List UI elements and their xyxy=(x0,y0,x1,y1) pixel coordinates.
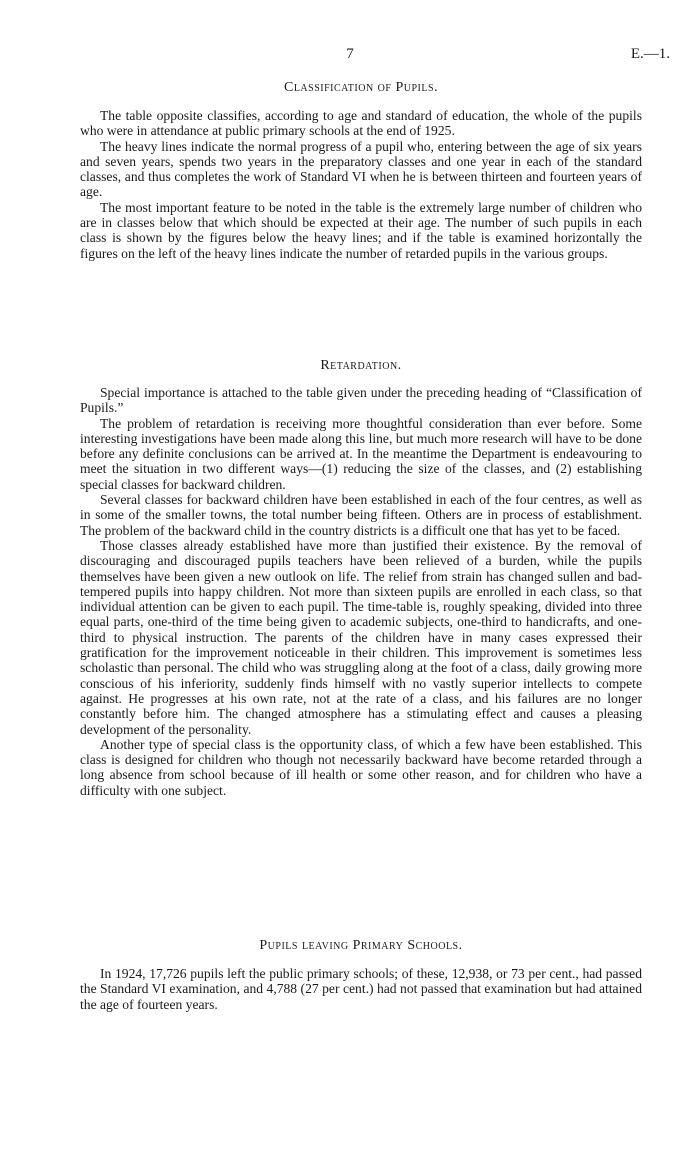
section-body-classification xyxy=(80,108,642,261)
document-reference: E.—1. xyxy=(630,46,670,62)
paragraph: In 1924, 17,726 pupils left the public primary schools; of these, 12,938, or 73 per cent., had passed the Standard VI examination, and 4,788 (27 per cent.) had not passed that examination but had attained the age of fourteen years. xyxy=(80,966,642,1012)
section-heading-retardation: Retardation. xyxy=(320,358,402,373)
paragraph: The most important feature to be noted in the table is the extremely large number of children who are in classes below that which should be expected at their age. The number of such pupils in each class is shown by the figures below the heavy lines; and if the table is examined horizontally the figures on the left of the heavy lines indicate the number of retarded pupils in the various groups. xyxy=(80,199,642,261)
section-heading-pupils-leaving: Pupils leaving Primary Schools. xyxy=(259,938,463,953)
section-body-retardation xyxy=(80,385,642,798)
paragraph: The problem of retardation is receiving more thoughtful consideration than ever before. Some interesting investigations have been made along this line, but much more research will have to be done before any definite conclusions can be arrived at. In the meantime the Department is endeavouring to meet the situation in two different ways—(1) reducing the size of the classes, and (2) establishing special classes for backward children. xyxy=(80,415,642,492)
section-body-pupils-leaving xyxy=(80,966,642,1012)
paragraph: The table opposite classifies, according to age and standard of education, the whole of the pupils who were in attendance at public primary schools at the end of 1925. xyxy=(80,108,642,139)
page-number: 7 xyxy=(346,46,354,62)
paragraph: Special importance is attached to the table given under the preceding heading of “Classification of Pupils.” xyxy=(80,385,642,416)
paragraph: Those classes already established have more than justified their existence. By the removal of discouraging and discouraged pupils teachers have been relieved of a burden, while the pupils themselves have been given a new outlook on life. The relief from strain has changed sullen and bad-tempered pupils into happy children. Not more than sixteen pupils are enrolled in each class, so that individual attention can be given to each pupil. The time-table is, roughly speaking, divided into three equal parts, one-third of the time being given to academic subjects, one-third to handicrafts, and one-third to physical instruction. The parents of the children have in many cases expressed their gratification for the improvement noticeable in their children. This improvement is sometimes less scholastic than personal. The child who was struggling along at the foot of a class, daily growing more conscious of his inferiority, suddenly finds himself with no vastly superior intellects to compete against. He progresses at his own rate, not at the rate of a class, and his failures are no longer constantly before him. The changed atmosphere has a stimulating effect and causes a pleasing development of the personality. xyxy=(80,537,642,737)
section-heading-classification: Classification of Pupils. xyxy=(283,80,439,95)
paragraph: Several classes for backward children have been established in each of the four centres, as well as in some of the smaller towns, the total number being fifteen. Others are in process of establishment. The problem of the backward child in the country districts is a difficult one that has yet to be faced. xyxy=(80,492,642,538)
paragraph: Another type of special class is the opportunity class, of which a few have been established. This class is designed for children who though not necessarily backward have become retarded through a long absence from school because of ill health or some other reason, and for children who have a difficulty with one subject. xyxy=(80,736,642,798)
paragraph: The heavy lines indicate the normal progress of a pupil who, entering between the age of six years and seven years, spends two years in the preparatory classes and one year in each of the standard classes, and thus completes the work of Standard VI when he is between thirteen and fourteen years of age. xyxy=(80,138,642,200)
